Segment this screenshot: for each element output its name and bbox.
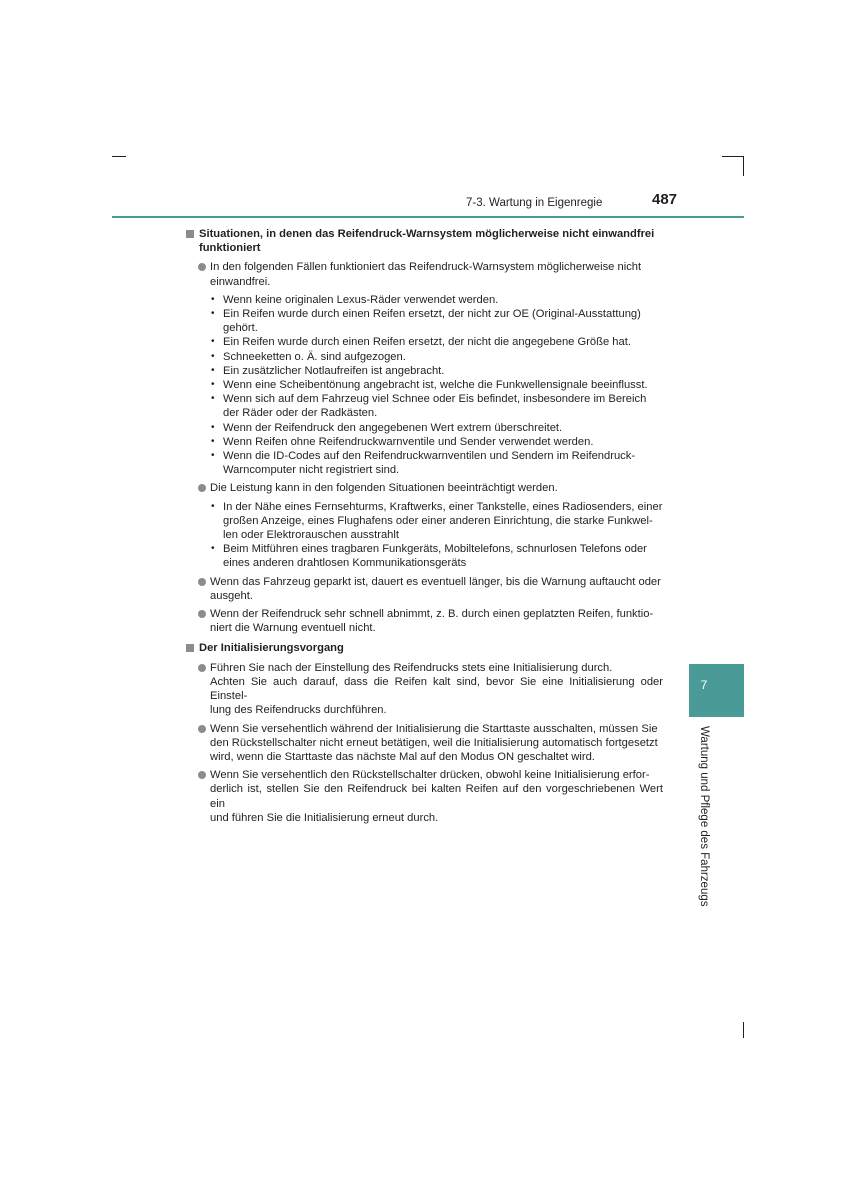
circle-bullet-icon (198, 664, 206, 672)
sub-list-item (210, 392, 663, 420)
item-text-line: derlich ist, stellen Sie den Reifendruck bei kalten Reifen auf den vorgeschriebenen Wert ein (210, 783, 663, 810)
sub-list-item (210, 293, 663, 307)
circle-bullet-icon (198, 771, 206, 779)
sub-item-text-line: Schneeketten o. Ä. sind aufgezogen. (223, 350, 406, 363)
sub-item-text-line: Warncomputer nicht registriert sind. (223, 464, 400, 477)
section-header: 7-3. Wartung in Eigenregie (466, 197, 603, 209)
sub-list (210, 293, 663, 478)
sub-list-item (210, 307, 663, 335)
bullet-dot-icon: • (211, 450, 215, 462)
sub-item-text-line: Ein zusätzlicher Notlaufreifen ist angebracht. (223, 364, 445, 377)
sub-list-item (210, 421, 663, 435)
item-text-line: einwandfrei. (210, 275, 271, 288)
sub-item-text-line: Wenn eine Scheibentönung angebracht ist, welche die Funkwellensignale beeinflusst. (223, 379, 648, 392)
sub-list-item (210, 378, 663, 392)
item-text-line: Wenn Sie versehentlich den Rückstellschalter drücken, obwohl keine Initialisierung erfor- (210, 769, 650, 782)
sub-item-text-line: Wenn keine originalen Lexus-Räder verwendet werden. (223, 293, 499, 306)
sub-list-item (210, 364, 663, 378)
list-item (186, 607, 663, 635)
sub-item-text-line: In der Nähe eines Fernsehturms, Kraftwerks, einer Tankstelle, eines Radiosenders, einer (223, 500, 663, 513)
item-text-line: und führen Sie die Initialisierung erneut durch. (210, 811, 439, 824)
item-text-line: den Rückstellschalter nicht erneut betätigen, weil die Initialisierung automatisch fortgesetzt (210, 736, 658, 749)
chapter-tab (689, 664, 744, 717)
circle-bullet-icon (198, 263, 206, 271)
chapter-title: Wartung und Pflege des Fahrzeugs (698, 726, 710, 907)
item-text-line: Wenn der Reifendruck sehr schnell abnimmt, z. B. durch einen geplatzten Reifen, funktio- (210, 608, 654, 621)
circle-bullet-icon (198, 610, 206, 618)
heading-line: Der Initialisierungsvorgang (199, 642, 344, 655)
item-text-line: Wenn das Fahrzeug geparkt ist, dauert es eventuell länger, bis die Warnung auftaucht oder (210, 575, 661, 588)
section-heading (186, 227, 663, 255)
circle-bullet-icon (198, 725, 206, 733)
heading-line: funktioniert (199, 242, 261, 255)
list-item (186, 768, 663, 825)
bullet-dot-icon: • (211, 421, 215, 433)
item-text-line: Führen Sie nach der Einstellung des Reifendrucks stets eine Initialisierung durch. (210, 661, 613, 674)
sub-item-text-line: Ein Reifen wurde durch einen Reifen ersetzt, der nicht die angegebene Größe hat. (223, 336, 631, 349)
list-item (186, 481, 663, 570)
section-heading (186, 641, 663, 655)
circle-bullet-icon (198, 484, 206, 492)
sub-item-text-line: Wenn die ID-Codes auf den Reifendruckwarnventilen und Sendern im Reifendruck- (223, 450, 636, 463)
item-text-line: lung des Reifendrucks durchführen. (210, 704, 387, 717)
chapter-number: 7 (700, 678, 708, 692)
sub-item-text-line: Beim Mitführen eines tragbaren Funkgeräts, Mobiltelefons, schnurlosen Telefons oder (223, 543, 647, 556)
list-item (186, 661, 663, 718)
list-item (186, 260, 663, 477)
circle-bullet-icon (198, 578, 206, 586)
item-text-line: Achten Sie auch darauf, dass die Reifen kalt sind, bevor Sie eine Initialisierung oder Einstel- (210, 675, 663, 703)
sub-list-item (210, 350, 663, 364)
sub-item-text-line: len oder Elektrorauschen ausstrahlt (223, 529, 399, 542)
sub-item-text-line: der Räder oder der Radkästen. (223, 407, 378, 420)
sub-item-text-line: Wenn Reifen ohne Reifendruckwarnventile und Sender verwendet werden. (223, 435, 594, 448)
sub-list-item (210, 500, 663, 543)
bullet-dot-icon: • (211, 393, 215, 405)
crop-mark-top-right-vertical (743, 156, 744, 176)
sub-list-item (210, 449, 663, 477)
sub-item-text-line: großen Anzeige, eines Flughafens oder einer anderen Einrichtung, die starke Funkwel- (223, 514, 653, 527)
sub-item-text-line: Wenn sich auf dem Fahrzeug viel Schnee oder Eis befindet, insbesondere im Bereich (223, 393, 647, 406)
sub-item-text-line: gehört. (223, 322, 258, 335)
main-content (186, 227, 663, 829)
item-text-line: Wenn Sie versehentlich während der Initialisierung die Starttaste ausschalten, müssen Sie (210, 722, 658, 735)
item-text-line: Die Leistung kann in den folgenden Situationen beeinträchtigt werden. (210, 482, 558, 495)
crop-mark-top-left (112, 156, 126, 157)
item-text-line: wird, wenn die Starttaste das nächste Mal auf den Modus ON geschaltet wird. (210, 750, 595, 763)
bullet-dot-icon: • (211, 364, 215, 376)
sub-item-text-line: Ein Reifen wurde durch einen Reifen ersetzt, der nicht zur OE (Original-Ausstattung) (223, 308, 641, 321)
bullet-dot-icon: • (211, 500, 215, 512)
item-text-line: ausgeht. (210, 589, 253, 602)
list-item (186, 575, 663, 603)
sub-item-text-line: eines anderen drahtlosen Kommunikationsgeräts (223, 557, 467, 570)
item-text-line: niert die Warnung eventuell nicht. (210, 622, 376, 635)
bullet-dot-icon: • (211, 379, 215, 391)
page-number: 487 (652, 191, 678, 208)
bullet-dot-icon: • (211, 350, 215, 362)
heading-line: Situationen, in denen das Reifendruck-Warnsystem möglicherweise nicht einwandfrei (199, 228, 655, 240)
bullet-dot-icon: • (211, 543, 215, 555)
crop-mark-bottom-right (743, 1022, 744, 1038)
crop-mark-top-right-horizontal (722, 156, 744, 157)
header-rule (112, 216, 744, 218)
sub-item-text-line: Wenn der Reifendruck den angegebenen Wert extrem überschreitet. (223, 421, 563, 434)
sub-list-item (210, 542, 663, 570)
bullet-dot-icon: • (211, 435, 215, 447)
sub-list (210, 500, 663, 571)
sub-list-item (210, 335, 663, 349)
item-text-line: In den folgenden Fällen funktioniert das Reifendruck-Warnsystem möglicherweise nicht (210, 261, 642, 274)
square-bullet-icon (186, 644, 194, 652)
list-item (186, 722, 663, 765)
square-bullet-icon (186, 230, 194, 238)
bullet-dot-icon: • (211, 293, 215, 305)
sub-list-item (210, 435, 663, 449)
bullet-dot-icon: • (211, 308, 215, 320)
bullet-dot-icon: • (211, 336, 215, 348)
